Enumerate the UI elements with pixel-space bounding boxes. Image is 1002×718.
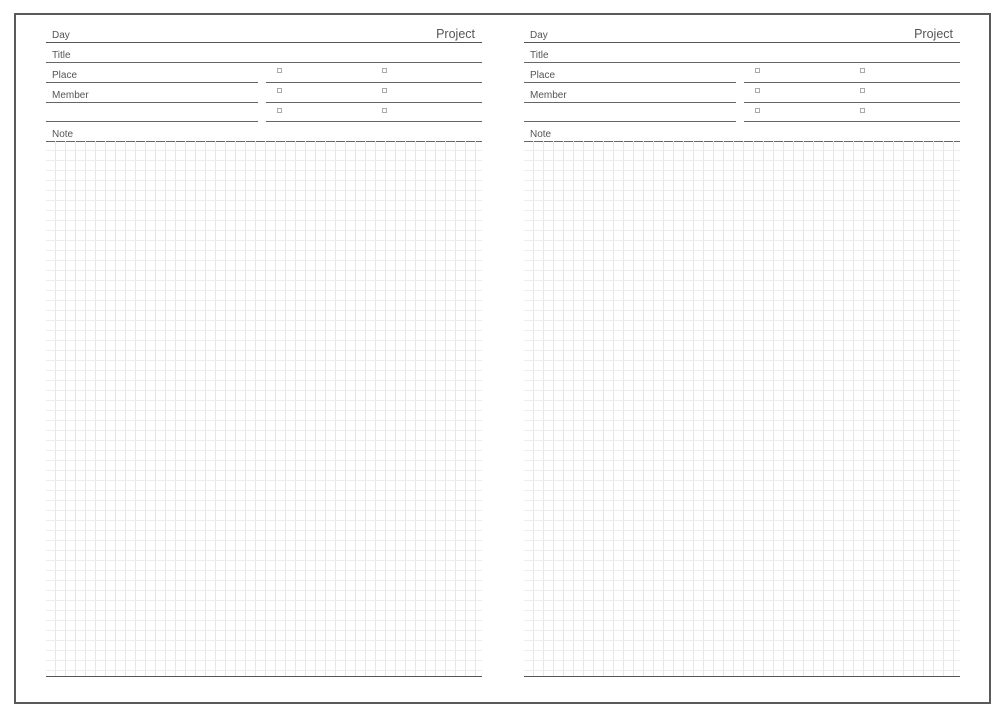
checkbox-row-1-rule (744, 82, 960, 83)
day-label: Day (52, 30, 70, 41)
checkbox-row-3-rule (744, 121, 960, 122)
note-grid[interactable] (46, 141, 482, 676)
bottom-rule (46, 676, 482, 677)
checkbox[interactable] (860, 68, 865, 73)
checkbox[interactable] (755, 68, 760, 73)
checkbox[interactable] (382, 88, 387, 93)
checkbox[interactable] (277, 108, 282, 113)
title-rule (46, 62, 482, 63)
place-label: Place (52, 70, 78, 81)
checkbox-row-1-rule (266, 82, 482, 83)
day-rule (46, 42, 482, 43)
checkbox[interactable] (277, 88, 282, 93)
day-rule (524, 42, 960, 43)
title-label: Title (52, 50, 71, 61)
member-label: Member (52, 90, 89, 101)
title-rule (524, 62, 960, 63)
note-label: Note (52, 129, 74, 140)
bottom-rule (524, 676, 960, 677)
left-page (46, 0, 482, 718)
place-rule (46, 82, 258, 83)
day-label: Day (530, 30, 548, 41)
checkbox-row-2-rule (744, 102, 960, 103)
right-page (524, 0, 960, 718)
place-label: Place (530, 70, 556, 81)
blank-rule (46, 121, 258, 122)
checkbox[interactable] (755, 108, 760, 113)
checkbox-row-3-rule (266, 121, 482, 122)
checkbox-row-2-rule (266, 102, 482, 103)
member-label: Member (530, 90, 567, 101)
member-rule (46, 102, 258, 103)
checkbox[interactable] (382, 68, 387, 73)
checkbox[interactable] (860, 108, 865, 113)
checkbox[interactable] (277, 68, 282, 73)
blank-rule (524, 121, 736, 122)
checkbox[interactable] (382, 108, 387, 113)
title-label: Title (530, 50, 549, 61)
note-label: Note (530, 129, 552, 140)
note-grid[interactable] (524, 141, 960, 676)
place-rule (524, 82, 736, 83)
project-label: Project (914, 27, 953, 41)
checkbox[interactable] (860, 88, 865, 93)
project-label: Project (436, 27, 475, 41)
checkbox[interactable] (755, 88, 760, 93)
member-rule (524, 102, 736, 103)
